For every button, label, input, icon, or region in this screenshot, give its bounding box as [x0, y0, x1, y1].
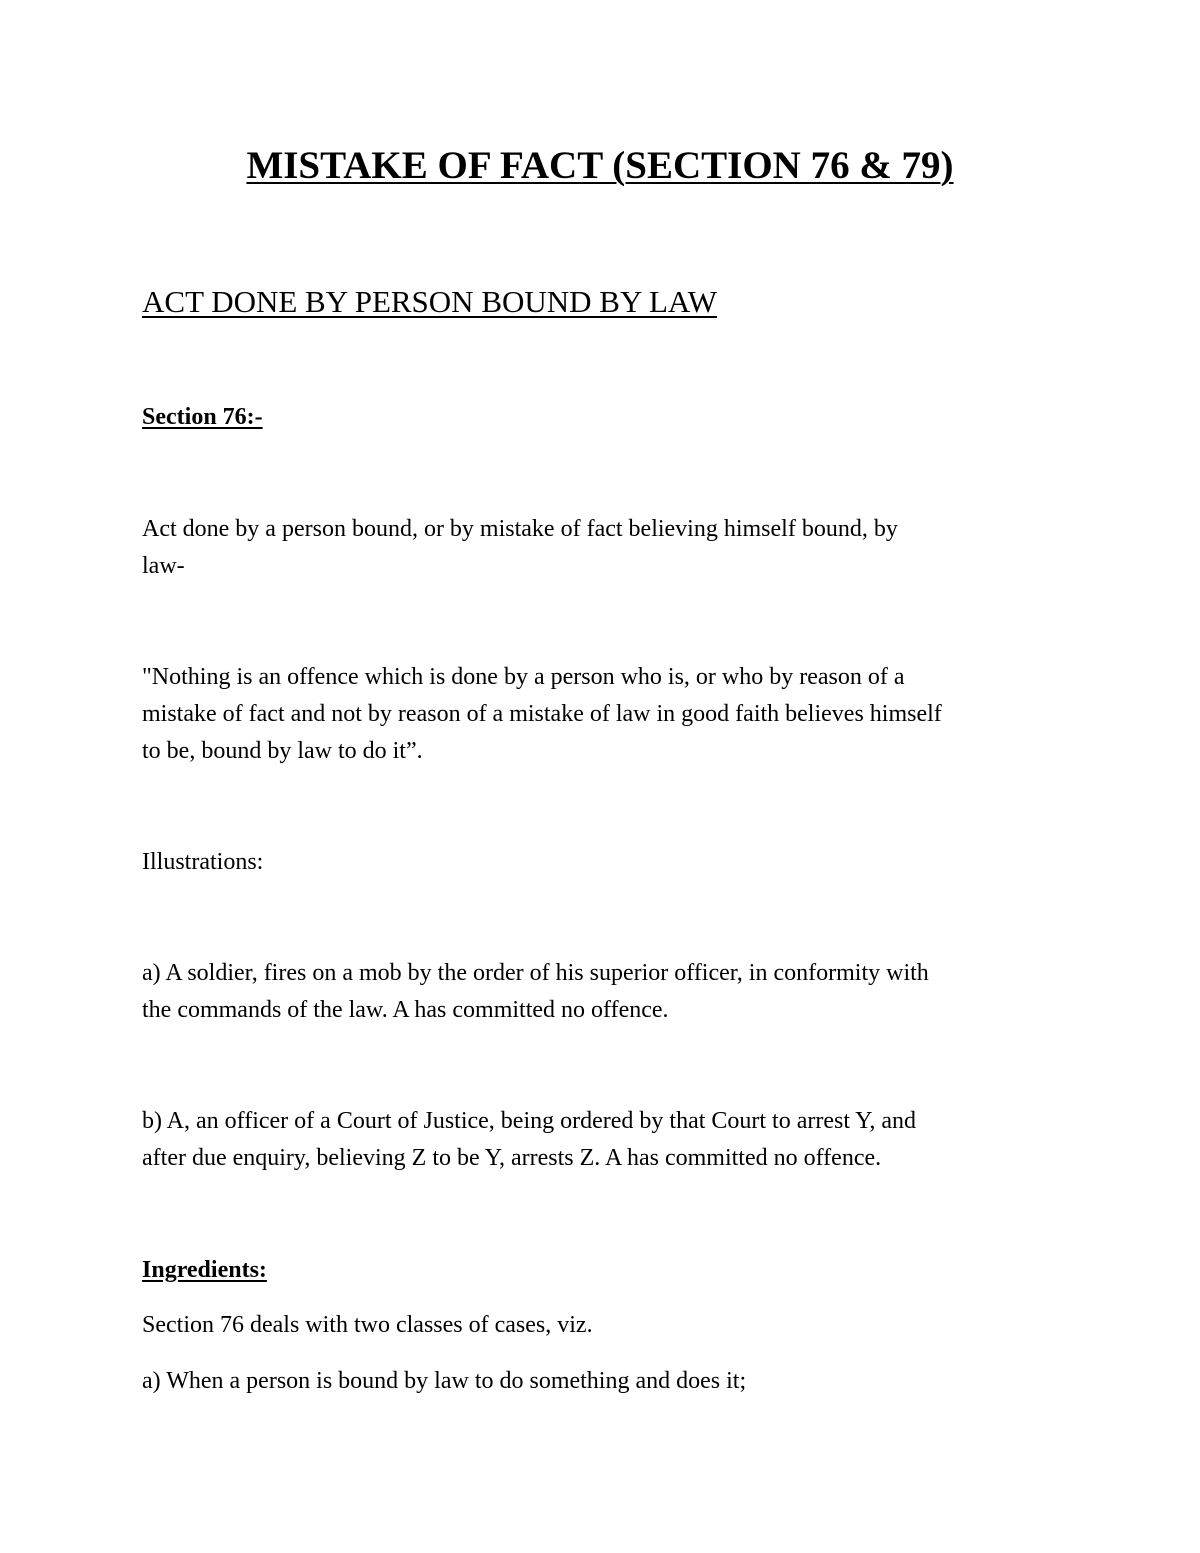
ingredients-intro: Section 76 deals with two classes of cases, viz. — [142, 1312, 593, 1338]
section-caption-line-1: Act done by a person bound, or by mistake of fact believing himself bound, by — [142, 516, 898, 542]
ingredients-label: Ingredients: — [142, 1257, 267, 1283]
illustration-b-line-2: after due enquiry, believing Z to be Y, arrests Z. A has committed no offence. — [142, 1145, 882, 1171]
illustrations-label: Illustrations: — [142, 849, 264, 875]
illustration-a-line-2: the commands of the law. A has committed no offence. — [142, 997, 669, 1023]
quote-line-3: to be, bound by law to do it”. — [142, 738, 423, 764]
document-title: MISTAKE OF FACT (SECTION 76 & 79) — [246, 144, 954, 187]
section-heading: ACT DONE BY PERSON BOUND BY LAW — [142, 284, 718, 319]
quote-line-2: mistake of fact and not by reason of a mistake of law in good faith believes himself — [142, 701, 942, 727]
illustration-a-line-1: a) A soldier, fires on a mob by the order of his superior officer, in conformity with — [142, 960, 929, 986]
quote-line-1: "Nothing is an offence which is done by a person who is, or who by reason of a — [142, 664, 905, 690]
section-76-label: Section 76:- — [142, 404, 263, 430]
section-caption-line-2: law- — [142, 553, 185, 579]
ingredient-a: a) When a person is bound by law to do something and does it; — [142, 1368, 747, 1394]
illustration-b-line-1: b) A, an officer of a Court of Justice, being ordered by that Court to arrest Y, and — [142, 1108, 917, 1134]
